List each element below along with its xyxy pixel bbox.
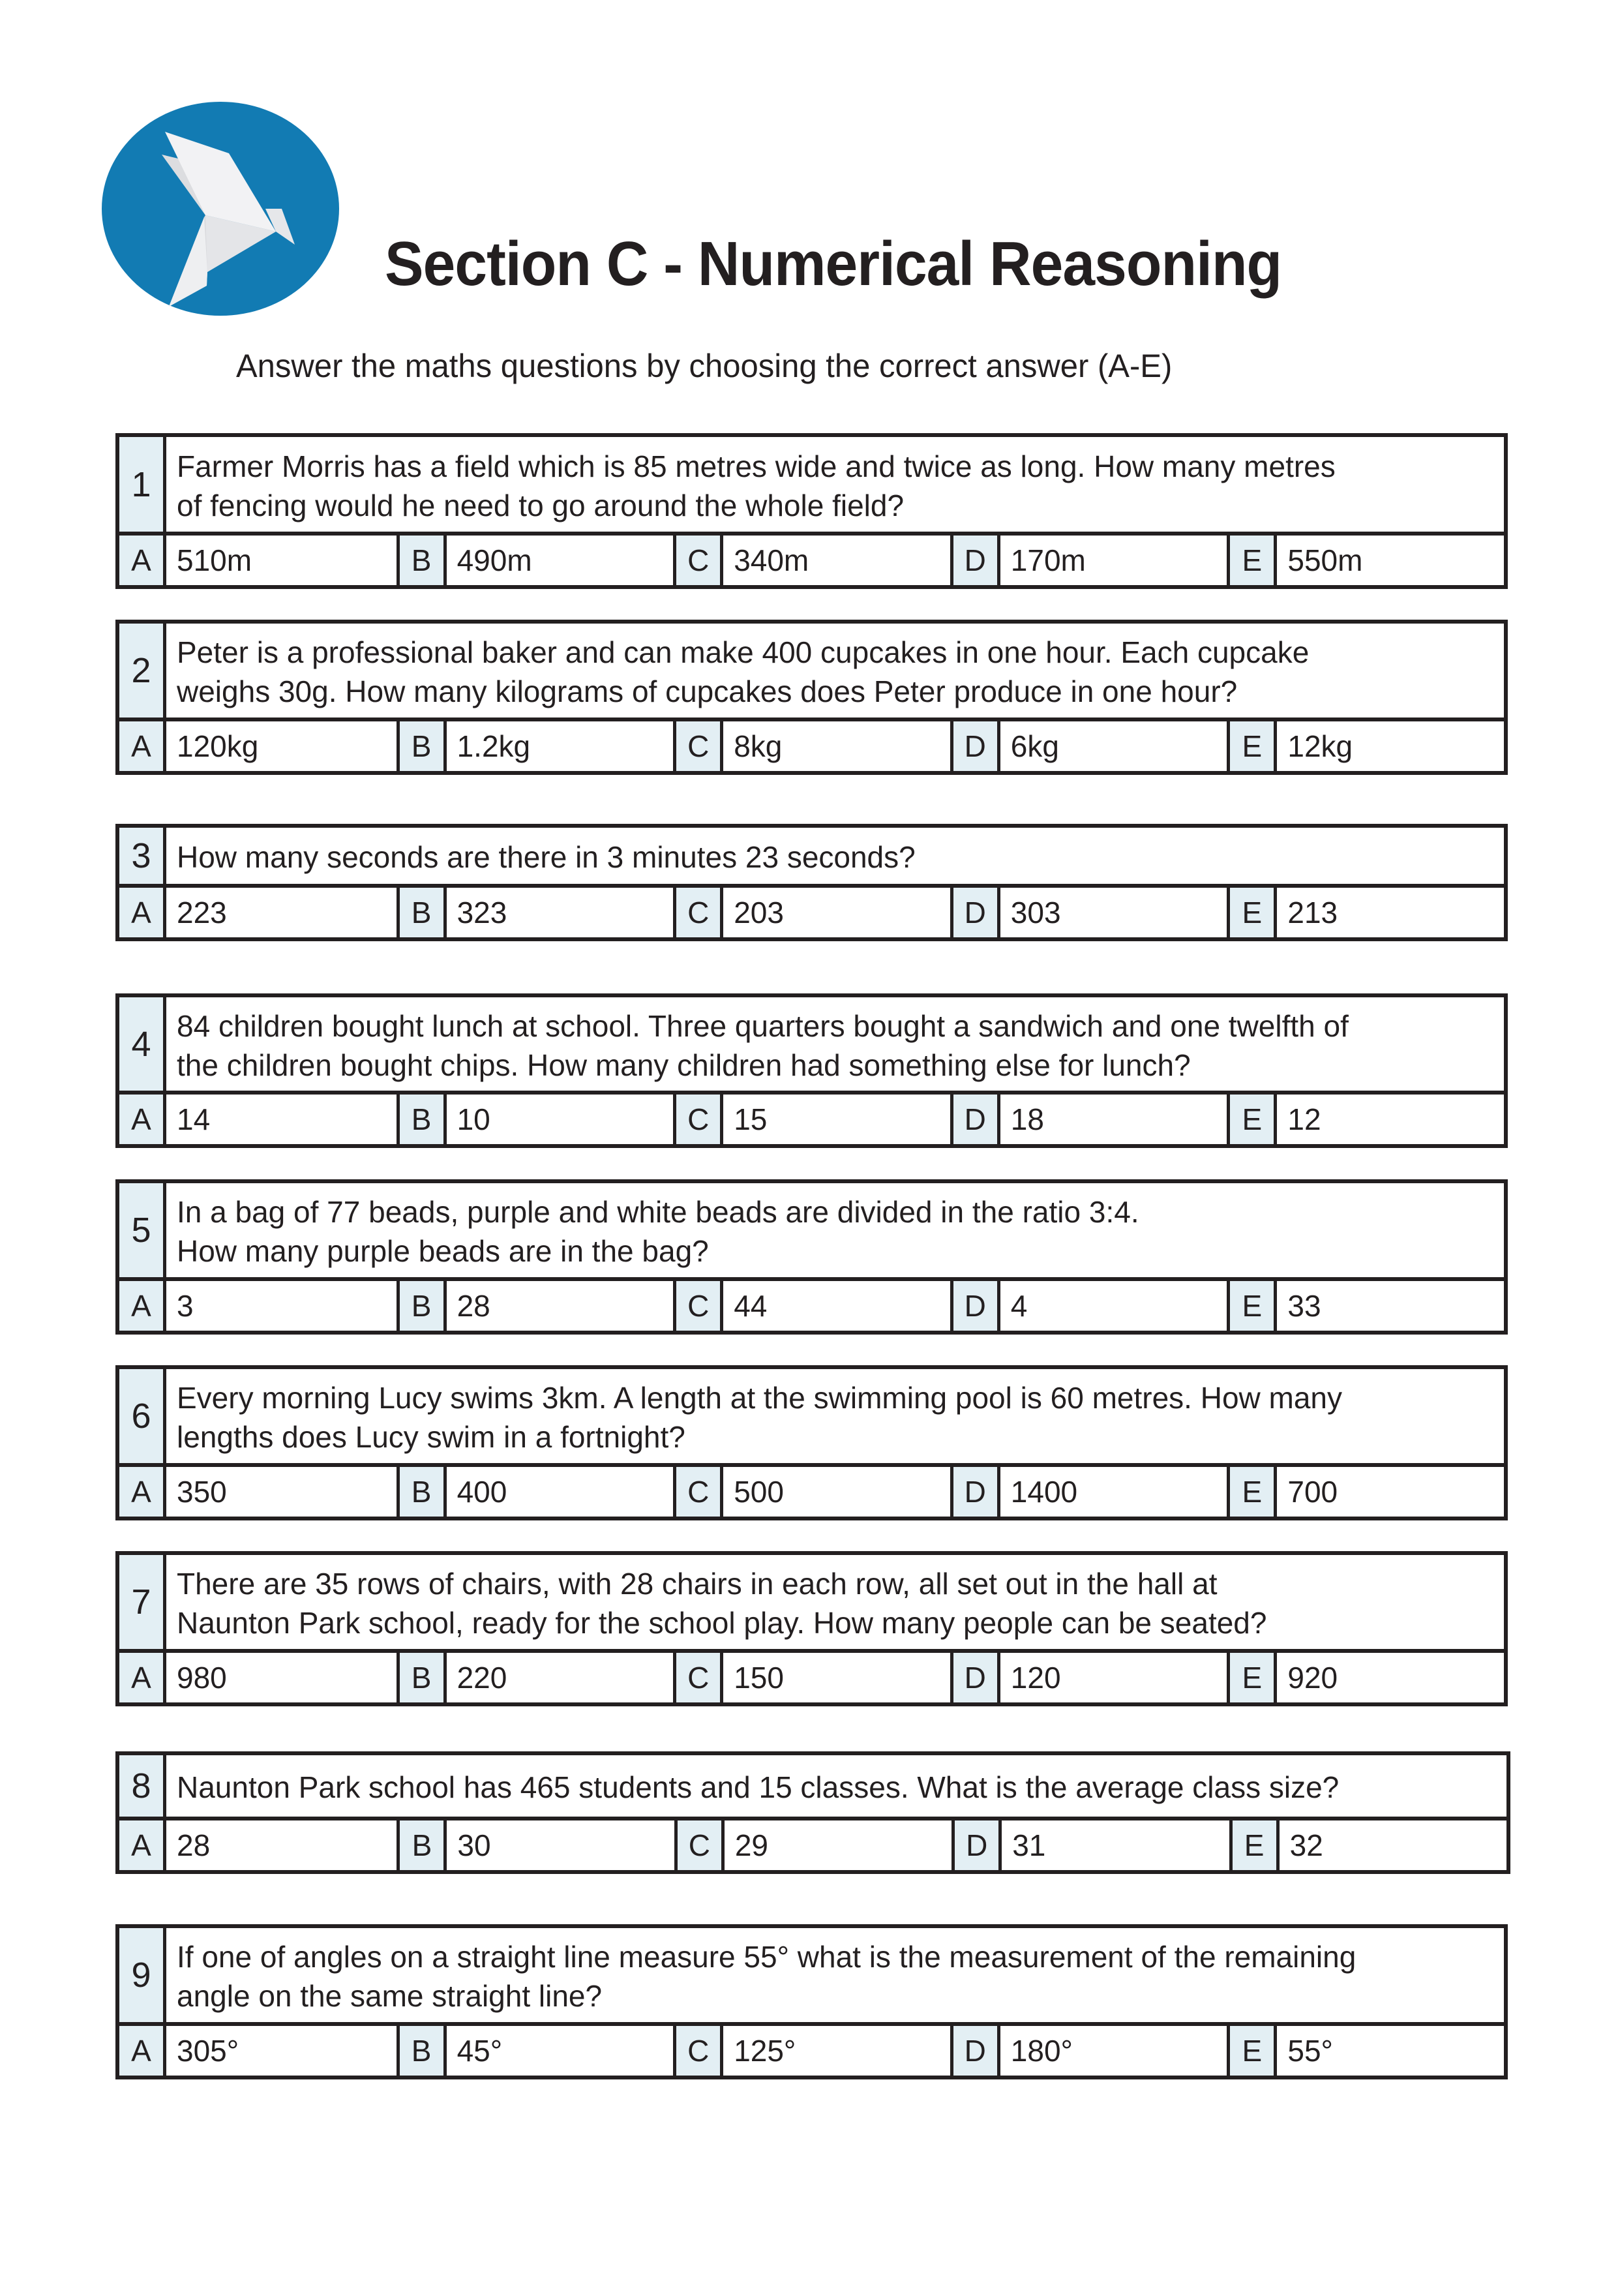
option-value: 700: [1287, 1475, 1338, 1509]
option-a[interactable]: [119, 2026, 397, 2076]
option-letter: E: [1229, 1820, 1280, 1870]
question-number: 7: [119, 1555, 166, 1649]
question-number: 8: [119, 1755, 166, 1817]
question-number: 3: [119, 828, 166, 884]
option-e[interactable]: [1227, 536, 1504, 585]
option-c[interactable]: [673, 721, 950, 771]
option-value: 32: [1289, 1828, 1323, 1862]
option-c[interactable]: [673, 888, 950, 937]
option-letter: B: [397, 536, 447, 585]
question-block-2: [115, 620, 1508, 775]
option-letter: A: [119, 1095, 166, 1144]
option-letter: A: [119, 536, 166, 585]
answer-options: [119, 1281, 1504, 1331]
option-value: 303: [1010, 896, 1061, 929]
option-letter: C: [673, 536, 723, 585]
option-letter: E: [1227, 1095, 1277, 1144]
question-block-1: [115, 433, 1508, 589]
option-value: 120: [1010, 1661, 1061, 1695]
option-letter: D: [950, 1467, 1000, 1517]
option-value: 220: [457, 1661, 507, 1695]
question-line: There are 35 rows of chairs, with 28 chairs in each row, all set out in the hall at: [177, 1567, 1218, 1601]
option-letter: D: [950, 536, 1000, 585]
question-block-7: [115, 1551, 1508, 1706]
option-letter: B: [397, 1820, 447, 1870]
question-block-8: [115, 1751, 1510, 1874]
option-a[interactable]: [119, 1653, 397, 1702]
question-number: 2: [119, 624, 166, 718]
option-e[interactable]: [1227, 721, 1504, 771]
question-line: Peter is a professional baker and can make 400 cupcakes in one hour. Each cupcake: [177, 635, 1310, 669]
option-b[interactable]: [397, 1653, 674, 1702]
option-value: 33: [1287, 1289, 1321, 1323]
option-letter: C: [673, 1653, 723, 1702]
question-block-5: [115, 1179, 1508, 1335]
option-e[interactable]: [1227, 1467, 1504, 1517]
option-letter: D: [950, 1653, 1000, 1702]
answer-options: [119, 2026, 1504, 2076]
option-value: 45°: [457, 2034, 503, 2068]
option-letter: B: [397, 2026, 447, 2076]
option-value: 510m: [177, 543, 252, 577]
option-b[interactable]: [397, 2026, 674, 2076]
question-line: angle on the same straight line?: [177, 1979, 603, 2013]
option-a[interactable]: [119, 1467, 397, 1517]
option-letter: A: [119, 1281, 166, 1331]
option-letter: E: [1227, 536, 1277, 585]
option-letter: E: [1227, 1653, 1277, 1702]
question-text: [166, 828, 1504, 884]
answer-options: [119, 1095, 1504, 1144]
question-number: 4: [119, 997, 166, 1091]
option-letter: A: [119, 888, 166, 937]
option-c[interactable]: [673, 1095, 950, 1144]
option-value: 4: [1010, 1289, 1028, 1323]
option-value: 203: [734, 896, 784, 929]
question-text: [166, 1928, 1504, 2022]
option-value: 31: [1012, 1828, 1046, 1862]
option-value: 350: [177, 1475, 227, 1509]
question-text: [166, 1755, 1506, 1817]
option-d[interactable]: [951, 1820, 1229, 1870]
option-letter: A: [119, 1467, 166, 1517]
option-e[interactable]: [1227, 1281, 1504, 1331]
question-block-3: [115, 824, 1508, 941]
option-letter: B: [397, 1467, 447, 1517]
option-value: 12: [1287, 1102, 1321, 1136]
option-value: 323: [457, 896, 507, 929]
option-letter: E: [1227, 1281, 1277, 1331]
option-value: 213: [1287, 896, 1338, 929]
option-letter: A: [119, 721, 166, 771]
question-line: Every morning Lucy swims 3km. A length at the swimming pool is 60 metres. How many: [177, 1381, 1343, 1415]
question-block-9: [115, 1924, 1508, 2079]
option-letter: B: [397, 1281, 447, 1331]
option-value: 6kg: [1010, 729, 1059, 763]
option-b[interactable]: [397, 888, 674, 937]
option-c[interactable]: [673, 1281, 950, 1331]
question-text: [166, 1369, 1504, 1463]
question-line: 84 children bought lunch at school. Three quarters bought a sandwich and one twelfth of: [177, 1008, 1349, 1043]
page-title: Section C - Numerical Reasoning: [385, 229, 1282, 299]
option-b[interactable]: [397, 1095, 674, 1144]
question-line: the children bought chips. How many children had something else for lunch?: [177, 1048, 1191, 1082]
option-value: 1.2kg: [457, 729, 531, 763]
option-d[interactable]: [950, 721, 1227, 771]
option-b[interactable]: [397, 1820, 674, 1870]
option-value: 55°: [1287, 2034, 1333, 2068]
option-value: 170m: [1010, 543, 1086, 577]
option-d[interactable]: [950, 536, 1227, 585]
option-e[interactable]: [1229, 1820, 1506, 1870]
option-value: 180°: [1010, 2034, 1073, 2068]
question-line: Naunton Park school has 465 students and 15 classes. What is the average class size?: [177, 1770, 1340, 1804]
option-value: 28: [457, 1289, 490, 1323]
option-letter: B: [397, 1095, 447, 1144]
option-letter: A: [119, 2026, 166, 2076]
option-a[interactable]: [119, 1281, 397, 1331]
option-e[interactable]: [1227, 1095, 1504, 1144]
question-number: 5: [119, 1183, 166, 1277]
answer-options: [119, 1820, 1506, 1870]
option-letter: C: [673, 888, 723, 937]
option-value: 28: [177, 1828, 211, 1862]
question-block-4: [115, 993, 1508, 1148]
instructions-text: Answer the maths questions by choosing the correct answer (A-E): [236, 348, 1173, 384]
option-letter: C: [673, 721, 723, 771]
option-c[interactable]: [673, 536, 950, 585]
option-letter: D: [950, 1281, 1000, 1331]
option-a[interactable]: [119, 1095, 397, 1144]
answer-options: [119, 1653, 1504, 1702]
option-d[interactable]: [950, 1653, 1227, 1702]
option-letter: E: [1227, 888, 1277, 937]
option-a[interactable]: [119, 721, 397, 771]
option-e[interactable]: [1227, 888, 1504, 937]
option-value: 15: [734, 1102, 768, 1136]
question-text: [166, 1183, 1504, 1277]
option-value: 1400: [1010, 1475, 1078, 1509]
question-block-6: [115, 1365, 1508, 1520]
option-value: 125°: [734, 2034, 796, 2068]
option-d[interactable]: [950, 1095, 1227, 1144]
question-line: If one of angles on a straight line measure 55° what is the measurement of the remaining: [177, 1940, 1356, 1974]
option-letter: B: [397, 888, 447, 937]
option-d[interactable]: [950, 2026, 1227, 2076]
question-line: Farmer Morris has a field which is 85 metres wide and twice as long. How many metres: [177, 449, 1336, 483]
option-value: 550m: [1287, 543, 1363, 577]
question-number: 6: [119, 1369, 166, 1463]
question-line: lengths does Lucy swim in a fortnight?: [177, 1420, 685, 1454]
option-c[interactable]: [673, 1467, 950, 1517]
option-e[interactable]: [1227, 2026, 1504, 2076]
question-number: 1: [119, 437, 166, 532]
option-letter: B: [397, 1653, 447, 1702]
question-line: In a bag of 77 beads, purple and white beads are divided in the ratio 3:4.: [177, 1195, 1139, 1229]
option-c[interactable]: [673, 2026, 950, 2076]
option-letter: D: [950, 888, 1000, 937]
question-text: [166, 437, 1504, 532]
question-text: [166, 997, 1504, 1091]
question-number: 9: [119, 1928, 166, 2022]
option-value: 305°: [177, 2034, 239, 2068]
option-e[interactable]: [1227, 1653, 1504, 1702]
option-value: 980: [177, 1661, 227, 1695]
option-value: 223: [177, 896, 227, 929]
answer-options: [119, 721, 1504, 771]
option-value: 29: [734, 1828, 768, 1862]
option-c[interactable]: [674, 1820, 951, 1870]
option-letter: B: [397, 721, 447, 771]
option-value: 3: [177, 1289, 194, 1323]
option-letter: E: [1227, 721, 1277, 771]
option-value: 340m: [734, 543, 809, 577]
question-text: [166, 624, 1504, 718]
option-value: 8kg: [734, 729, 783, 763]
option-value: 44: [734, 1289, 768, 1323]
option-value: 30: [457, 1828, 491, 1862]
option-letter: E: [1227, 2026, 1277, 2076]
option-value: 400: [457, 1475, 507, 1509]
question-line: weighs 30g. How many kilograms of cupcakes does Peter produce in one hour?: [177, 674, 1238, 708]
option-letter: A: [119, 1653, 166, 1702]
option-letter: D: [951, 1820, 1002, 1870]
option-a[interactable]: [119, 1820, 397, 1870]
question-text: [166, 1555, 1504, 1649]
question-line: of fencing would he need to go around the whole field?: [177, 488, 905, 522]
option-value: 920: [1287, 1661, 1338, 1695]
option-b[interactable]: [397, 721, 674, 771]
option-b[interactable]: [397, 1467, 674, 1517]
option-letter: D: [950, 2026, 1000, 2076]
question-line: How many purple beads are in the bag?: [177, 1234, 709, 1268]
option-value: 12kg: [1287, 729, 1353, 763]
option-letter: C: [673, 1467, 723, 1517]
option-d[interactable]: [950, 888, 1227, 937]
origami-bird-logo-icon: [101, 101, 340, 316]
option-letter: A: [119, 1820, 166, 1870]
question-line: How many seconds are there in 3 minutes 23 seconds?: [177, 840, 916, 874]
option-letter: C: [673, 1095, 723, 1144]
option-b[interactable]: [397, 1281, 674, 1331]
option-value: 10: [457, 1102, 490, 1136]
option-value: 500: [734, 1475, 784, 1509]
option-d[interactable]: [950, 1467, 1227, 1517]
option-letter: E: [1227, 1467, 1277, 1517]
option-d[interactable]: [950, 1281, 1227, 1331]
option-c[interactable]: [673, 1653, 950, 1702]
option-value: 490m: [457, 543, 532, 577]
option-a[interactable]: [119, 536, 397, 585]
answer-options: [119, 536, 1504, 585]
option-value: 18: [1010, 1102, 1044, 1136]
answer-options: [119, 1467, 1504, 1517]
option-value: 14: [177, 1102, 211, 1136]
answer-options: [119, 888, 1504, 937]
question-line: Naunton Park school, ready for the school play. How many people can be seated?: [177, 1606, 1267, 1640]
option-letter: D: [950, 1095, 1000, 1144]
option-value: 150: [734, 1661, 784, 1695]
option-letter: C: [673, 1281, 723, 1331]
option-value: 120kg: [177, 729, 259, 763]
option-letter: D: [950, 721, 1000, 771]
option-letter: C: [673, 2026, 723, 2076]
option-letter: C: [674, 1820, 725, 1870]
option-b[interactable]: [397, 536, 674, 585]
option-a[interactable]: [119, 888, 397, 937]
